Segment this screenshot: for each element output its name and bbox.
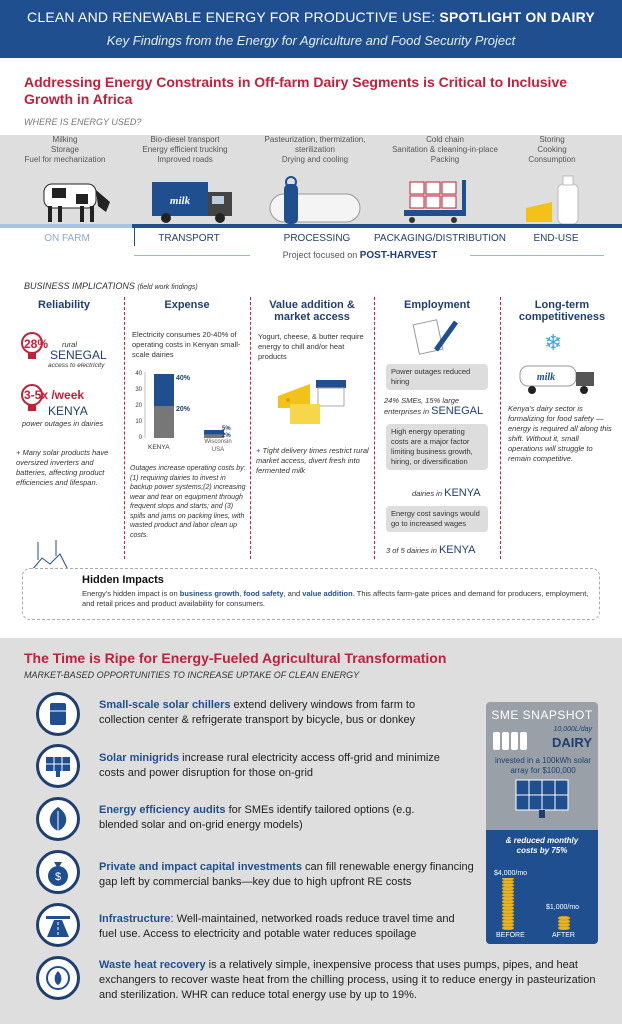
opp-solar-chillers: Small-scale solar chillers extend delivery windows from farm to collection center & refrigerate transport by bicycle, bus or donkey bbox=[99, 699, 416, 726]
label-on-farm: ON FARM bbox=[44, 233, 90, 244]
section2-subtitle: MARKET-BASED OPPORTUNITIES TO INCREASE UPTAKE OF CLEAN ENERGY bbox=[24, 670, 360, 680]
longterm-text: Kenya's dairy sector is formalizing for food safety —energy is required all along this shift. Without it, small operations will struggle to remain competitive. bbox=[508, 404, 612, 463]
expense-bar-chart bbox=[132, 366, 248, 444]
x-label-usa: Wisconsin USA bbox=[204, 439, 232, 453]
reliability-bullet: + Many solar products have oversized inverters and batteries, affecting product efficiencies and lifespan. bbox=[16, 448, 109, 487]
snowflake-icon: ❄ bbox=[544, 330, 563, 355]
document-pen-icon bbox=[412, 316, 462, 356]
coin-stack-before bbox=[502, 878, 514, 930]
y-tick-10: 10 bbox=[135, 419, 142, 425]
opp-infrastructure: Infrastructure: Well-maintained, networked roads reduce travel time and fuel use. Access to electricity and potable water reduces spoilage bbox=[99, 913, 455, 940]
use-on-farm-text: Milking Storage Fuel for mechanization bbox=[24, 135, 106, 164]
country-senegal: SENEGAL bbox=[50, 348, 107, 362]
sme-before-value: $4,000/mo bbox=[494, 870, 528, 877]
hidden-text: Energy's hidden impact is on business growth, food safety, and value addition. This affects farm-gate prices and demand for producers, employment, and retail prices and product availability for consumers. bbox=[82, 589, 589, 608]
milk-bottles-icon bbox=[492, 726, 532, 752]
solar-panel-icon bbox=[36, 744, 80, 788]
hidden-title: Hidden Impacts bbox=[82, 574, 164, 586]
sme-after-value: $1,000/mo bbox=[546, 904, 580, 911]
leaf-icon bbox=[36, 797, 80, 841]
opp-waste-heat-recovery: Waste heat recovery is a relatively simple, inexpensive process that uses pumps, pipes, and heat exchangers to recover waste heat from the chilling process, using it to reduce energy in pasteurization and sterilization. WHR can reduce total energy use by up to 19%. bbox=[99, 959, 596, 1001]
y-tick-20: 20 bbox=[135, 403, 142, 409]
post-harvest-line bbox=[132, 224, 622, 228]
employment-stat: 24% SMEs, 15% large enterprises in SENEGAL bbox=[384, 396, 484, 417]
on-farm-line bbox=[0, 224, 132, 228]
label-us-low: 2% bbox=[222, 433, 231, 439]
bar-kenya-low bbox=[154, 406, 174, 438]
employment-source-3: 3 of 5 dairies in KENYA bbox=[386, 544, 476, 556]
value-title: Value addition & market access bbox=[269, 299, 355, 323]
truck-milk-label: milk bbox=[169, 195, 191, 207]
sme-before-label: BEFORE bbox=[496, 932, 525, 939]
label-transport: TRANSPORT bbox=[158, 233, 220, 244]
access-label: access to electricity bbox=[48, 362, 105, 369]
reliability-title: Reliability bbox=[38, 299, 90, 311]
refrigerated-truck-icon bbox=[518, 362, 598, 396]
sme-volume: 10,000L/day bbox=[553, 726, 592, 733]
header-banner bbox=[0, 0, 622, 58]
employment-bubble-1: Power outages reduced hiring bbox=[386, 364, 488, 390]
country-kenya: KENYA bbox=[48, 404, 88, 418]
coin-stack-after bbox=[558, 916, 570, 930]
svg-text:$: $ bbox=[54, 871, 62, 883]
outages-per-week: 3-5x /week bbox=[24, 388, 85, 402]
longterm-title: Long-term competitiveness bbox=[518, 299, 606, 323]
section2-title: The Time is Ripe for Energy-Fueled Agricultural Transformation bbox=[24, 650, 447, 666]
sme-snapshot-card bbox=[486, 702, 598, 944]
section1-title: Addressing Energy Constraints in Off-farm Dairy Segments is Critical to Inclusive Growth in Africa bbox=[24, 74, 568, 107]
waste-heat-recovery-icon bbox=[36, 956, 80, 1000]
sme-after-label: AFTER bbox=[552, 932, 575, 939]
label-packaging: PACKAGING/DISTRIBUTION bbox=[373, 233, 507, 244]
solar-chiller-icon bbox=[36, 692, 80, 736]
label-kenya-low: 20% bbox=[176, 406, 191, 413]
rural-access-pct: 28% bbox=[24, 337, 49, 351]
use-enduse-text: Storing Cooking Consumption bbox=[528, 135, 576, 164]
sme-reduced: & reduced monthly costs by 75% bbox=[505, 836, 579, 855]
label-end-use: END-USE bbox=[533, 233, 579, 244]
header-subtitle: Key Findings from the Energy for Agriculture and Food Security Project bbox=[106, 33, 516, 48]
opp-efficiency-audits: Energy efficiency audits for SMEs identify tailored options (e.g. blended solar and on-grid energy models) bbox=[99, 804, 415, 831]
lt-truck-label: milk bbox=[536, 372, 556, 383]
x-label-kenya: KENYA bbox=[148, 444, 170, 451]
use-transport-text: Bio-diesel transport Energy efficient trucking Improved roads bbox=[142, 135, 228, 164]
value-bullet: + Tight delivery times restrict rural market access, divert fresh into fermented milk bbox=[256, 446, 369, 475]
sme-coin-stacks bbox=[486, 878, 598, 930]
employment-bubble-2: High energy operating costs are a major factor limiting business growth, hiring, or diversification bbox=[386, 424, 488, 470]
expense-title: Expense bbox=[164, 299, 210, 311]
sme-dairy: DAIRY bbox=[552, 735, 592, 750]
sme-invest: invested in a 100kWh solar array for $100,000 bbox=[494, 756, 592, 775]
y-tick-0: 0 bbox=[138, 435, 142, 441]
coin bbox=[502, 878, 514, 881]
money-bag-icon bbox=[36, 850, 80, 894]
opp-capital-investments: Private and impact capital investments can fill renewable energy financing gap left by commercial banks—key due to high upfront RE costs bbox=[99, 861, 474, 888]
coin bbox=[558, 916, 570, 920]
expense-text: Electricity consumes 20-40% of operating costs in Kenyan small-scale dairies bbox=[132, 330, 241, 359]
label-processing: PROCESSING bbox=[283, 233, 351, 244]
label-kenya-high: 40% bbox=[176, 375, 191, 382]
project-focus: Project focused on POST-HARVEST bbox=[250, 250, 470, 261]
bar-us-high bbox=[204, 430, 224, 435]
rural-label: rural bbox=[62, 340, 78, 349]
road-icon bbox=[36, 903, 80, 947]
employment-source-2: dairies in KENYA bbox=[412, 487, 481, 499]
milk-truck-icon bbox=[152, 182, 232, 223]
expense-note: Outages increase operating costs by:(1) requiring dairies to invest in backup power systems;(2) increasing wear and tear on equipment through frequent stops and starts; and (3) spills and jams on packing lines, with wasted product and labor clean up costs. bbox=[130, 465, 246, 539]
processing-tank-icon bbox=[270, 177, 360, 224]
pallet-cart-icon bbox=[404, 180, 466, 223]
business-implications-heading: BUSINESS IMPLICATIONS (field work findings) bbox=[24, 281, 198, 291]
energy-use-icons bbox=[0, 172, 622, 232]
cheese-and-milk-icon bbox=[526, 176, 578, 224]
employment-title: Employment bbox=[403, 299, 470, 311]
where-heading: WHERE IS ENERGY USED? bbox=[24, 117, 142, 127]
y-tick-30: 30 bbox=[135, 387, 142, 393]
bar-kenya-high bbox=[154, 374, 174, 406]
use-processing-text: Pasteurization, thermization, sterilization Drying and cooling bbox=[264, 135, 366, 164]
value-text: Yogurt, cheese, & butter require energy to chill and/or heat products bbox=[258, 332, 364, 361]
cow-icon bbox=[44, 184, 110, 222]
sme-title: SME SNAPSHOT bbox=[491, 708, 593, 722]
header-title: CLEAN AND RENEWABLE ENERGY FOR PRODUCTIVE USE: SPOTLIGHT ON DAIRY bbox=[27, 9, 595, 25]
sme-solar-panel-icon bbox=[512, 778, 572, 820]
y-tick-40: 40 bbox=[135, 371, 142, 377]
outages-label: power outages in dairies bbox=[22, 419, 104, 428]
employment-bubble-3: Energy cost savings would go to increased wages bbox=[386, 506, 488, 532]
cheese-butter-icon bbox=[276, 370, 356, 430]
label-us-high: 5% bbox=[222, 426, 231, 432]
use-packaging-text: Cold chain Sanitation & cleaning-in-place Packing bbox=[392, 135, 498, 164]
opp-solar-minigrids: Solar minigrids increase rural electricity access off-grid and minimize costs and power disruption for those on-grid bbox=[99, 752, 440, 779]
